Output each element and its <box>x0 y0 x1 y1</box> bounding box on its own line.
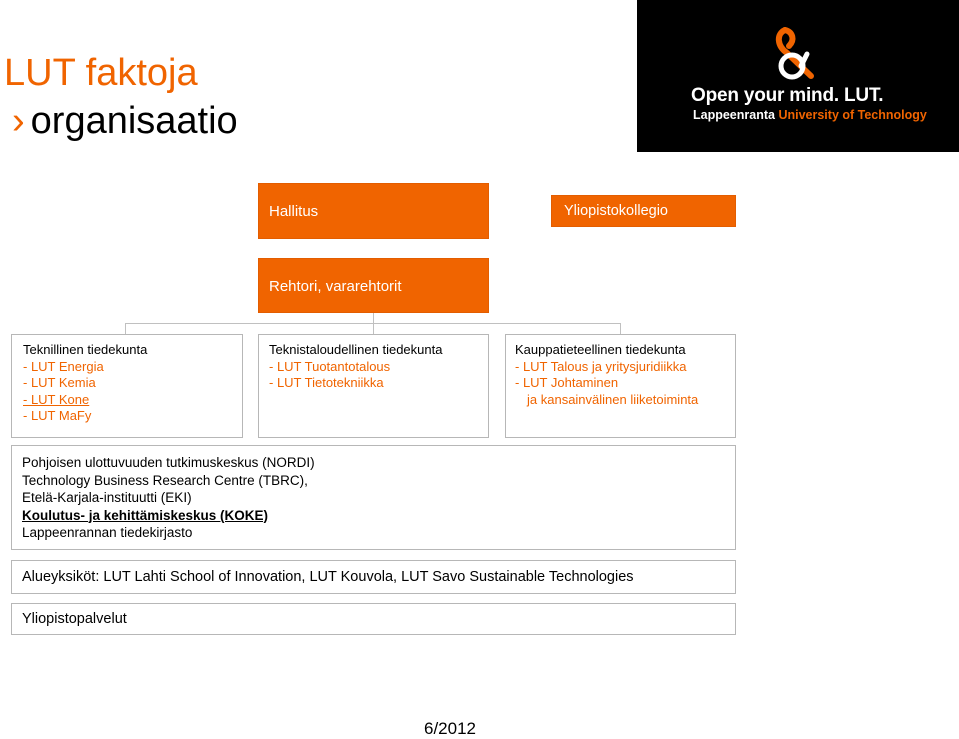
services-box <box>11 603 736 635</box>
faculty-box-technology <box>11 334 243 438</box>
institute-item: Technology Business Research Centre (TBRC), <box>22 472 308 488</box>
faculty-unit: - LUT Kemia <box>23 375 96 390</box>
faculty-title: Teknillinen tiedekunta <box>23 342 148 357</box>
logo-tagline: Open your mind. LUT. <box>691 85 884 106</box>
regional-units-box <box>11 560 736 594</box>
institutes-box <box>11 445 736 550</box>
connector-center <box>373 313 374 334</box>
board-box <box>258 183 489 239</box>
faculty-title: Kauppatieteellinen tiedekunta <box>515 342 686 357</box>
institute-item: Lappeenrannan tiedekirjasto <box>22 525 193 540</box>
faculty-box-technology-business <box>258 334 489 438</box>
faculty-unit: - LUT Johtaminen <box>515 375 619 390</box>
board-label: Hallitus <box>269 203 319 220</box>
bullet-icon: › <box>12 100 25 142</box>
logo-university: University of Technology <box>778 108 927 122</box>
logo-university-name <box>693 108 927 122</box>
faculty-title: Teknistaloudellinen tiedekunta <box>269 342 443 357</box>
logo-city: Lappeenranta <box>693 108 775 122</box>
institute-item: Etelä-Karjala-instituutti (EKI) <box>22 490 192 505</box>
slide-title: LUT faktoja <box>4 52 198 94</box>
ampersand-logo-icon <box>771 26 825 80</box>
rector-box <box>258 258 489 313</box>
rector-label: Rehtori, vararehtorit <box>269 278 402 295</box>
connector-left <box>125 323 126 334</box>
slide-subtitle <box>12 98 238 144</box>
footer-date: 6/2012 <box>424 719 476 738</box>
faculty-unit: - LUT MaFy <box>23 408 92 423</box>
faculty-unit: - LUT Talous ja yritysjuridiikka <box>515 358 687 374</box>
faculty-box-business <box>505 334 736 438</box>
faculty-unit: - LUT Kone <box>23 391 90 407</box>
faculty-unit: ja kansainvälinen liiketoiminta <box>527 391 699 407</box>
faculty-unit: - LUT Energia <box>23 358 104 374</box>
institute-item: Koulutus- ja kehittämiskeskus (KOKE) <box>22 507 269 523</box>
services-text: Yliopistopalvelut <box>22 611 127 627</box>
collegium-box <box>551 195 736 227</box>
regional-units-text: Alueyksiköt: LUT Lahti School of Innovation, LUT Kouvola, LUT Savo Sustainable Technologies <box>22 569 634 585</box>
connector-right <box>620 323 621 334</box>
faculty-unit: - LUT Tuotantotalous <box>269 358 391 374</box>
subtitle-text: organisaatio <box>30 100 238 142</box>
collegium-label: Yliopistokollegio <box>564 203 668 219</box>
faculty-unit: - LUT Tietotekniikka <box>269 375 384 390</box>
institute-item: Pohjoisen ulottuvuuden tutkimuskeskus (NORDI) <box>22 455 315 470</box>
lut-logo <box>637 0 959 152</box>
